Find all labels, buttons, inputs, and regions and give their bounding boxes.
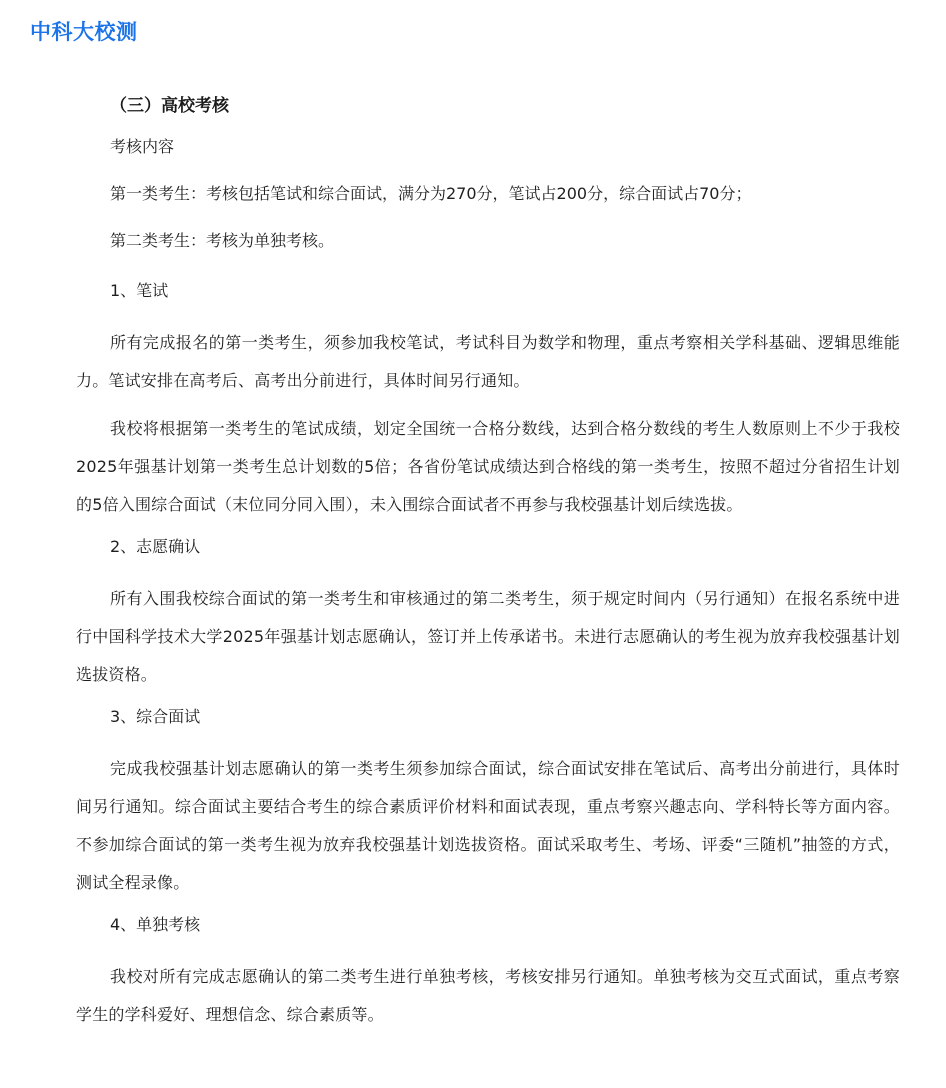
paragraph: 我校对所有完成志愿确认的第二类考生进行单独考核，考核安排另行通知。单独考核为交互式面试，重点考察学生的学科爱好、理想信念、综合素质等。 (76, 967, 900, 1024)
subsection-heading-interview: 3、综合面试 (110, 707, 201, 726)
category-one-text: 第一类考生：考核包括笔试和综合面试，满分为270分，笔试占200分，综合面试占70分； (110, 184, 752, 203)
section-title: （三）高校考核 (110, 96, 229, 116)
paragraph: 完成我校强基计划志愿确认的第一类考生须参加综合面试，综合面试安排在笔试后、高考出分前进行，具体时间另行通知。综合面试主要结合考生的综合素质评价材料和面试表现，重点考察兴趣志向、学科特长等方面内容。不参加综合面试的第一类考生视为放弃我校强基计划选拔资格。面试采取考生、考场、评委“三随机”抽签的方式，测试全程录像。 (76, 759, 900, 892)
subsection-heading-confirmation: 2、志愿确认 (110, 537, 201, 556)
paragraph: 所有入围我校综合面试的第一类考生和审核通过的第二类考生，须于规定时间内（另行通知）在报名系统中进行中国科学技术大学2025年强基计划志愿确认，签订并上传承诺书。未进行志愿确认的考生视为放弃我校强基计划选拔资格。 (76, 589, 900, 684)
subsection-heading-separate-assessment: 4、单独考核 (110, 915, 201, 934)
category-two-text: 第二类考生：考核为单独考核。 (110, 231, 335, 250)
brand-title: 中科大校测 (30, 20, 138, 44)
subsection-heading-written-exam: 1、笔试 (110, 281, 169, 300)
content-label: 考核内容 (110, 137, 175, 156)
paragraph: 所有完成报名的第一类考生，须参加我校笔试，考试科目为数学和物理，重点考察相关学科基础、逻辑思维能力。笔试安排在高考后、高考出分前进行，具体时间另行通知。 (76, 333, 900, 390)
article-body (76, 90, 900, 1044)
paragraph: 我校将根据第一类考生的笔试成绩，划定全国统一合格分数线，达到合格分数线的考生人数原则上不少于我校2025年强基计划第一类考生总计划数的5倍；各省份笔试成绩达到合格线的第一类考生，按照不超过分省招生计划的5倍入围综合面试（末位同分同入围），未入围综合面试者不再参与我校强基计划后续选拔。 (76, 419, 900, 514)
